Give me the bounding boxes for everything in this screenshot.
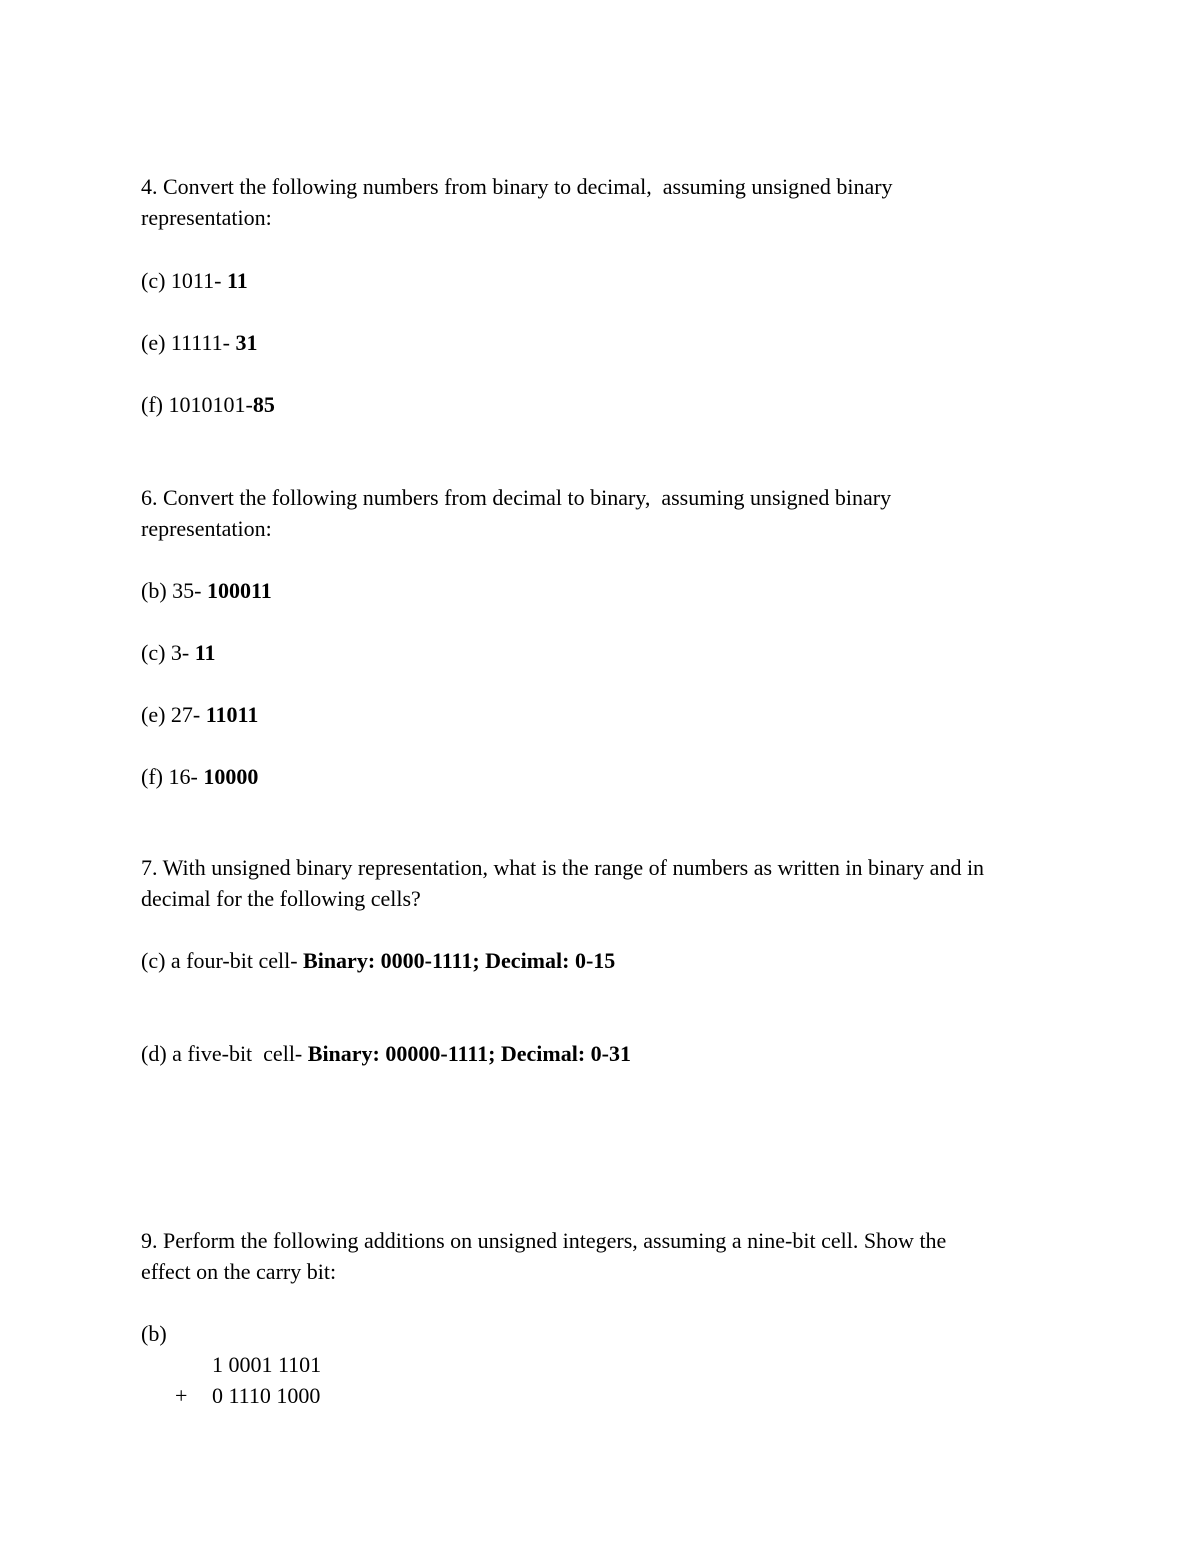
q7-item-c-answer: Binary: 0000-1111; Decimal: 0-15 xyxy=(303,948,616,973)
q7-item-c xyxy=(141,946,615,976)
q4-item-f xyxy=(141,390,275,420)
q9-operator: + xyxy=(175,1383,188,1408)
q7-item-d-label: (d) a five-bit cell- xyxy=(141,1041,308,1066)
q6-item-f xyxy=(141,762,258,792)
q7-item-d xyxy=(141,1039,631,1069)
q4-prompt-line1: 4. Convert the following numbers from binary to decimal, assuming unsigned binary xyxy=(141,174,893,199)
q7-prompt-line1: 7. With unsigned binary representation, what is the range of numbers as written in binary and in xyxy=(141,855,985,880)
q9-part-label: (b) xyxy=(141,1321,167,1346)
q4-item-f-label: (f) 1010101- xyxy=(141,392,253,417)
q4-item-e xyxy=(141,328,257,358)
q9-operand-1: 1 0001 1101 xyxy=(212,1352,322,1377)
q6-item-c-answer: 11 xyxy=(194,640,216,665)
q7-prompt-line2: decimal for the following cells? xyxy=(141,886,421,911)
q4-item-e-answer: 31 xyxy=(235,330,258,355)
q6-prompt-line1: 6. Convert the following numbers from decimal to binary, assuming unsigned binary xyxy=(141,485,892,510)
q9-operand-2: 0 1110 1000 xyxy=(212,1383,321,1408)
q6-prompt-line2: representation: xyxy=(141,516,272,541)
q7-item-d-answer: Binary: 00000-1111; Decimal: 0-31 xyxy=(307,1041,632,1066)
q6-item-b-label: (b) 35- xyxy=(141,578,207,603)
q4-item-c-answer: 11 xyxy=(226,268,248,293)
q9-prompt-line1: 9. Perform the following additions on unsigned integers, assuming a nine-bit cell. Show the xyxy=(141,1228,947,1253)
q6-item-b xyxy=(141,576,272,606)
q6-item-f-answer: 10000 xyxy=(203,764,259,789)
q7-item-c-label: (c) a four-bit cell- xyxy=(141,948,304,973)
q4-item-c xyxy=(141,266,248,296)
q4-prompt-line2: representation: xyxy=(141,205,272,230)
q4-item-e-label: (e) 11111- xyxy=(141,330,236,355)
q6-item-e-label: (e) 27- xyxy=(141,702,206,727)
q4-item-c-label: (c) 1011- xyxy=(141,268,227,293)
q6-item-c-label: (c) 3- xyxy=(141,640,195,665)
q6-item-e xyxy=(141,700,258,730)
q9-prompt-line2: effect on the carry bit: xyxy=(141,1259,337,1284)
q6-item-c xyxy=(141,638,216,668)
q4-item-f-answer: 85 xyxy=(252,392,275,417)
q6-item-e-answer: 11011 xyxy=(205,702,259,727)
q6-item-b-answer: 100011 xyxy=(206,578,272,603)
q6-item-f-label: (f) 16- xyxy=(141,764,204,789)
